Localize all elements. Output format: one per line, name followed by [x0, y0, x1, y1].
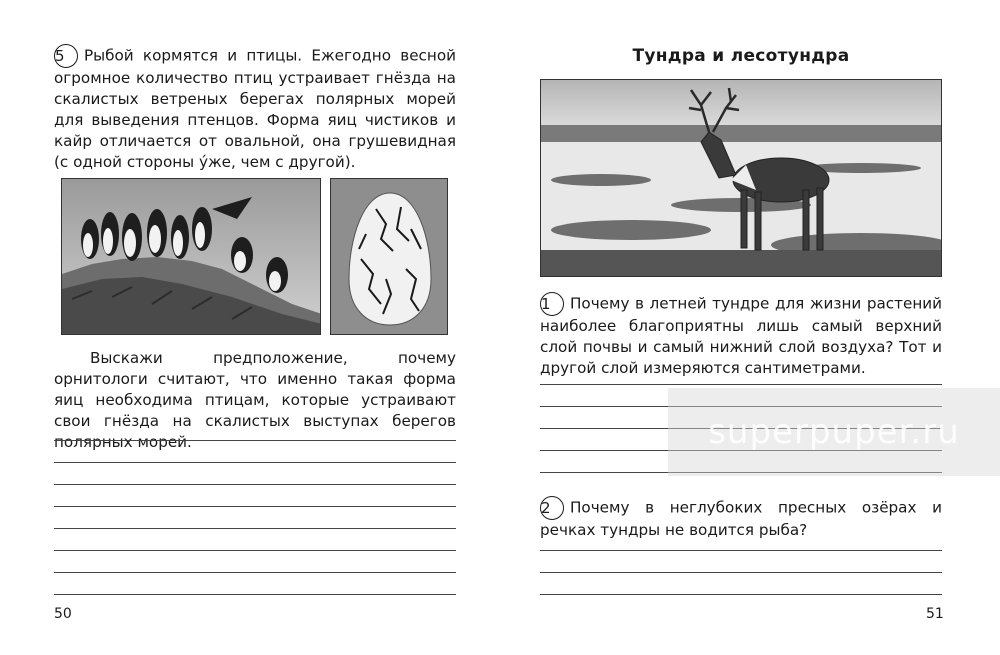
answer-line[interactable] — [54, 528, 456, 529]
answer-line[interactable] — [54, 550, 456, 551]
question-2: 2 Почему в неглубоких пресных озёрах и речках тундры не водится рыба? — [540, 496, 942, 541]
question-number-badge: 2 — [540, 496, 564, 520]
guillemots-photo — [61, 178, 321, 335]
task-number-badge: 5 — [54, 44, 78, 68]
answer-line[interactable] — [540, 572, 942, 573]
answer-line[interactable] — [540, 550, 942, 551]
hypothesis-prompt: Выскажи предположение, почему орнитологи считают, что именно такая форма яиц необходима птицам, которые устраивают свои гнёзда на скалистых выступах берегов полярных морей. — [54, 349, 456, 451]
reindeer-photo — [540, 79, 942, 277]
answer-line[interactable] — [54, 484, 456, 485]
answer-line[interactable] — [54, 506, 456, 507]
answer-line[interactable] — [540, 594, 942, 595]
task-5-text: 5 Рыбой кормятся и птицы. Ежегодно весной огромное количество птиц устраивает гнёзда на скалистых ветреных берегах полярных морей для выведения птенцов. Форма яиц чистиков и кайр отличается от овальной, она грушевидная (с одной стороны у́же, чем с другой). — [54, 44, 456, 173]
page-number-left: 50 — [54, 606, 72, 622]
question-number-badge: 1 — [540, 292, 564, 316]
watermark: superpuper.ru — [668, 388, 1000, 476]
section-title: Тундра и лесотундра — [632, 46, 850, 66]
question-1: 1 Почему в летней тундре для жизни растений наиболее благоприятны лишь самый верхний слой почвы и самый нижний слой воздуха? Тот и другой слой измеряются сантиметрами. — [540, 292, 942, 379]
egg-photo — [330, 178, 448, 335]
answer-line[interactable] — [54, 572, 456, 573]
page-number-right: 51 — [926, 606, 944, 622]
answer-line[interactable] — [540, 384, 942, 385]
answer-line[interactable] — [54, 594, 456, 595]
answer-line[interactable] — [54, 440, 456, 441]
answer-line[interactable] — [54, 462, 456, 463]
